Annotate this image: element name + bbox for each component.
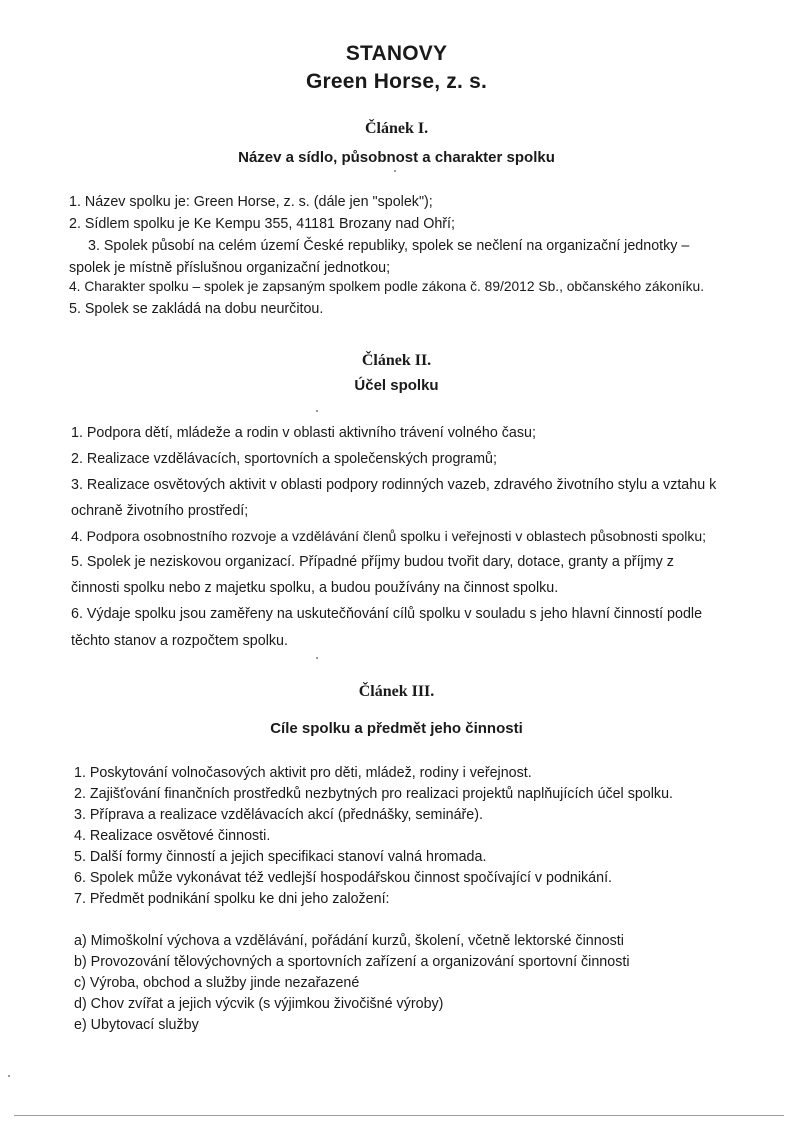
article-3-line-5: 5. Další formy činností a jejich specifikaci stanoví valná hromada. [74, 849, 487, 865]
article-3-line-2: 2. Zajišťování finančních prostředků nezbytných pro realizaci projektů naplňujících účel spolku. [74, 786, 674, 802]
article-3-line-4: 4. Realizace osvětové činnosti. [74, 828, 271, 844]
article-3-sublist-c: c) Výroba, obchod a služby jinde nezařazené [74, 975, 360, 991]
scan-speck [316, 657, 318, 659]
article-3-line-7: 7. Předmět podnikání spolku ke dni jeho založení: [74, 891, 390, 907]
article-3-line-6: 6. Spolek může vykonávat též vedlejší hospodářskou činnost spočívající v podnikání. [74, 870, 613, 886]
article-3-line-3: 3. Příprava a realizace vzdělávacích akcí (přednášky, semináře). [74, 807, 483, 823]
article-1-line-5: 4. Charakter spolku – spolek je zapsaným spolkem podle zákona č. 89/2012 Sb., občanského zákoníku. [69, 279, 705, 294]
article-2-line-5: 4. Podpora osobnostního rozvoje a vzdělávání členů spolku i veřejnosti v oblastech působnosti spolku; [71, 528, 707, 544]
article-1-heading: Článek I. [364, 120, 429, 137]
scan-speck [8, 1075, 10, 1077]
article-3-sublist-b: b) Provozování tělovýchovných a sportovních zařízení a organizování sportovní činnosti [74, 954, 630, 970]
document-subtitle: Green Horse, z. s. [305, 70, 487, 93]
article-2-subheading: Účel spolku [354, 377, 439, 394]
document-title: STANOVY [345, 42, 448, 65]
article-1-line-2: 2. Sídlem spolku je Ke Kempu 355, 41181 Brozany nad Ohří; [69, 216, 455, 232]
article-2-heading: Článek II. [361, 352, 432, 369]
article-3-sublist-e: e) Ubytovací služby [74, 1017, 199, 1033]
article-1-subheading: Název a sídlo, působnost a charakter spolku [238, 149, 555, 166]
scan-speck [316, 410, 318, 412]
title-block [0, 40, 793, 96]
article-3-line-1: 1. Poskytování volnočasových aktivit pro děti, mládež, rodiny i veřejnost. [74, 765, 532, 781]
article-1-line-4: spolek je místně příslušnou organizační jednotkou; [69, 260, 391, 276]
article-2-line-1: 1. Podpora dětí, mládeže a rodin v oblasti aktivního trávení volného času; [71, 425, 536, 441]
article-2-line-7: činnosti spolku nebo z majetku spolku, a budou používány na činnost spolku. [71, 580, 559, 596]
page-bottom-rule [14, 1115, 784, 1116]
article-2-line-6: 5. Spolek je neziskovou organizací. Případné příjmy budou tvořit dary, dotace, granty a příjmy z [71, 554, 674, 570]
article-2-line-9: těchto stanov a rozpočtem spolku. [71, 633, 288, 649]
article-3-heading: Článek III. [358, 683, 435, 700]
article-1-line-6: 5. Spolek se zakládá na dobu neurčitou. [69, 301, 324, 317]
article-1-line-3: 3. Spolek působí na celém území České republiky, spolek se nečlení na organizační jednotky – [88, 238, 690, 254]
article-2-line-2: 2. Realizace vzdělávacích, sportovních a společenských programů; [71, 451, 497, 467]
article-3-subheading: Cíle spolku a předmět jeho činnosti [270, 720, 523, 737]
scan-speck [394, 170, 396, 172]
article-2-line-4: ochraně životního prostředí; [71, 503, 249, 519]
article-2-line-3: 3. Realizace osvětových aktivit v oblasti podpory rodinných vazeb, zdravého životního stylu a vztahu k [71, 477, 717, 493]
article-3-sublist-d: d) Chov zvířat a jejich výcvik (s výjimkou živočišné výroby) [74, 996, 444, 1012]
article-3-sublist-a: a) Mimoškolní výchova a vzdělávání, pořádání kurzů, školení, včetně lektorské činnosti [74, 933, 624, 949]
article-1-line-1: 1. Název spolku je: Green Horse, z. s. (dále jen "spolek"); [69, 194, 433, 210]
article-2-line-8: 6. Výdaje spolku jsou zaměřeny na uskutečňování cílů spolku v souladu s jeho hlavní činností podle [71, 606, 703, 622]
